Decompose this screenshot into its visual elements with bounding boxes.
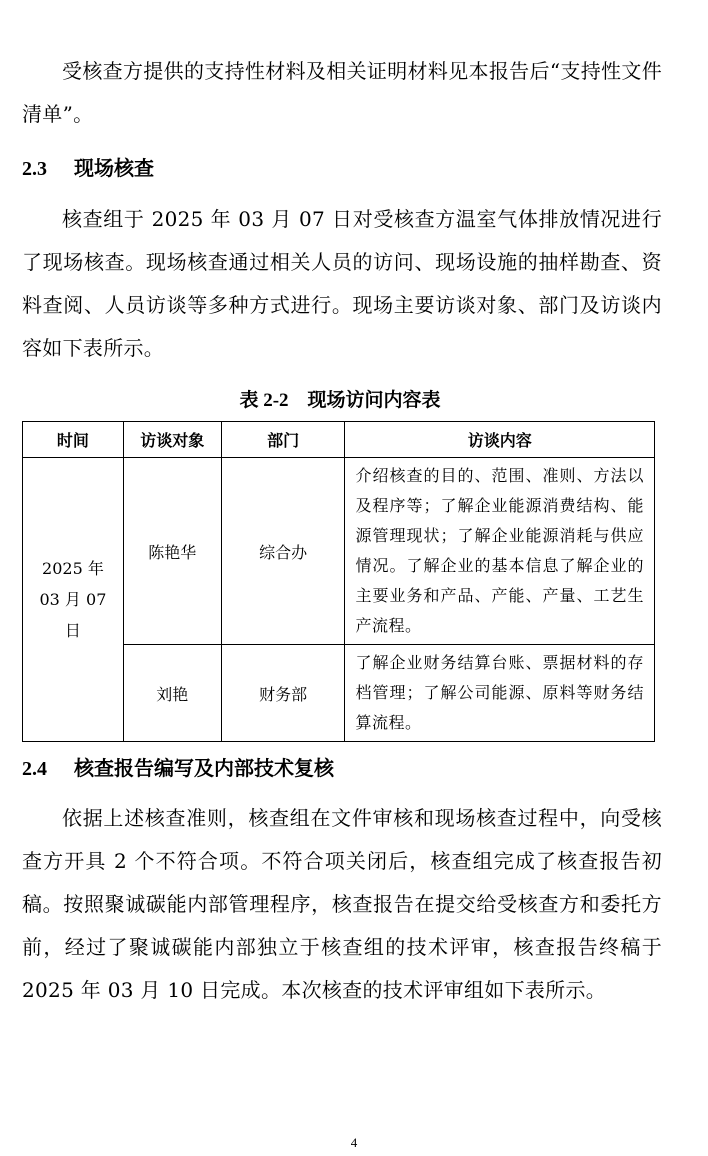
date-line-day-suffix: 日 (64, 621, 81, 640)
table-2-2-title (0, 385, 680, 412)
table-row (23, 458, 655, 645)
header-content: 访谈内容 (345, 422, 655, 458)
interviewee-cell: 陈艳华 (123, 458, 221, 645)
section-2-4-paragraph: 依据上述核查准则，核查组在文件审核和现场核查过程中，向受核查方开具 2 个不符合项。不符合项关闭后，核查组完成了核查报告初稿。按照聚诚碳能内部管理程序，核查报告在提交给受核查方和委托方前，经过了聚诚碳能内部独立于核查组的技术评审，核查报告终稿于 2025 年 03 月 10 日完成。本次核查的技术评审组如下表所示。 (22, 806, 662, 1002)
table-2-2-number: 表 2-2 (239, 390, 289, 411)
date-line-month-day: 03 月 07 (39, 590, 107, 609)
section-2-3-number: 2.3 (22, 158, 47, 180)
content-cell: 了解企业财务结算台账、票据材料的存档管理；了解公司能源、原料等财务结算流程。 (345, 645, 655, 742)
visit-content-table (22, 421, 655, 742)
table-2-2-title-text: 现场访问内容表 (307, 389, 441, 411)
header-interviewee: 访谈对象 (123, 422, 221, 458)
header-department: 部门 (221, 422, 345, 458)
date-line-year: 2025 年 (42, 559, 104, 578)
section-2-4-number: 2.4 (22, 758, 47, 780)
date-cell (23, 458, 124, 742)
department-cell: 综合办 (221, 458, 345, 645)
content-cell: 介绍核查的目的、范围、准则、方法以及程序等；了解企业能源消费结构、能源管理现状；了解企业能源消耗与供应情况。了解企业的基本信息了解企业的主要业务和产品、产能、产量、工艺生产流程。 (345, 458, 655, 645)
section-2-3-paragraph: 核查组于 2025 年 03 月 07 日对受核查方温室气体排放情况进行了现场核查。现场核查通过相关人员的访问、现场设施的抽样勘查、资料查阅、人员访谈等多种方式进行。现场主要访谈对象、部门及访谈内容如下表所示。 (22, 207, 662, 360)
section-2-3-title: 现场核查 (74, 156, 154, 180)
section-2-3-heading (22, 152, 154, 181)
intro-paragraph: 受核查方提供的支持性材料及相关证明材料见本报告后“支持性文件清单”。 (22, 59, 662, 126)
department-cell: 财务部 (221, 645, 345, 742)
interviewee-cell: 刘艳 (123, 645, 221, 742)
header-time: 时间 (23, 422, 124, 458)
section-2-4-heading (22, 752, 334, 781)
section-2-4-title: 核查报告编写及内部技术复核 (74, 756, 334, 780)
page-number: 4 (350, 1135, 358, 1150)
table-header-row (23, 422, 655, 458)
